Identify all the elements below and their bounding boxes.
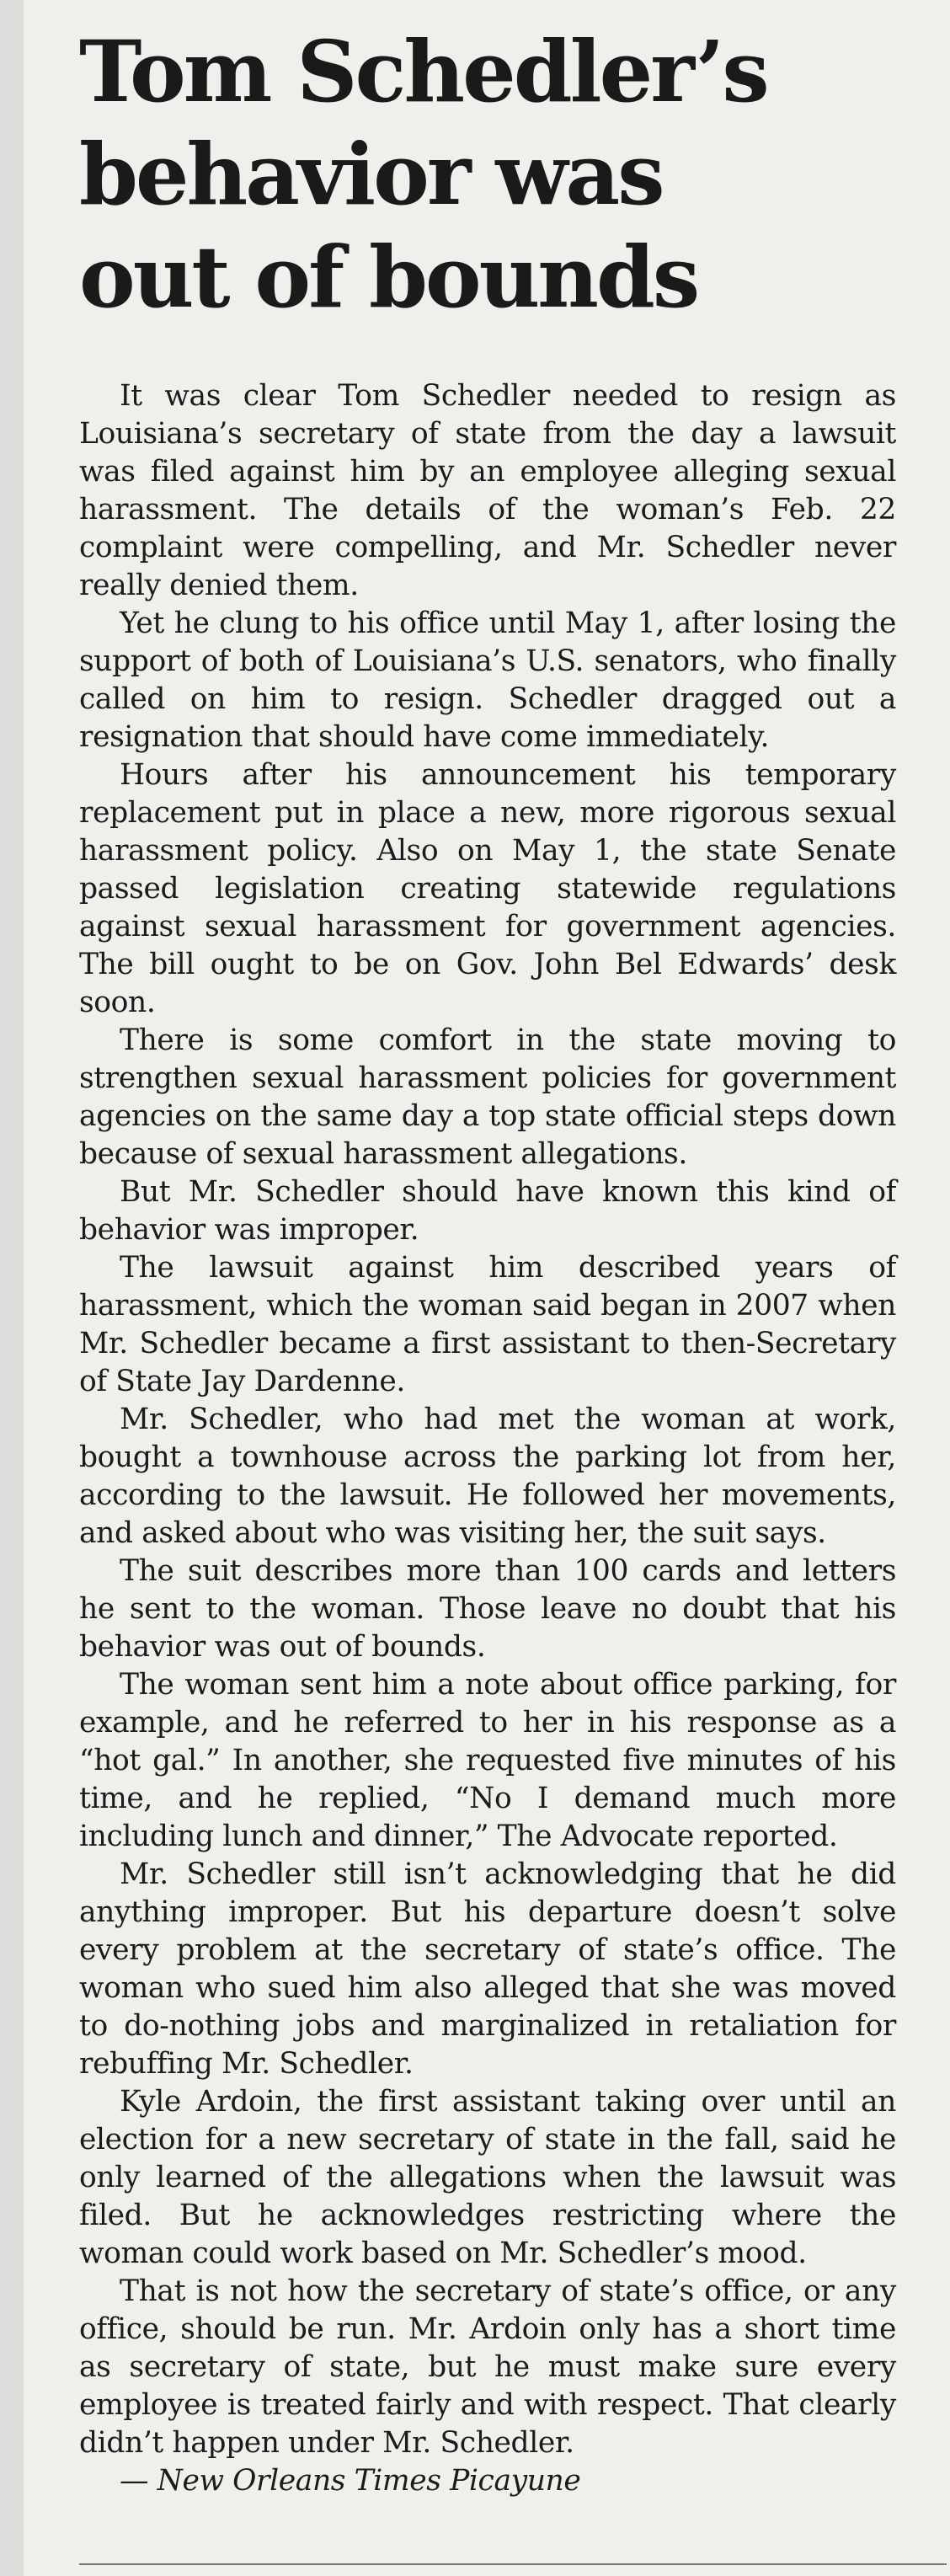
headline bbox=[79, 20, 921, 329]
source-credit: — New Orleans Times Picayune bbox=[120, 2464, 581, 2498]
headline-line: out of bounds bbox=[79, 227, 698, 327]
paragraph: Kyle Ardoin, the first assistant taking over until an election for a new secretary of state in the fall, said he only learned of the allegations when the lawsuit was filed. But he acknowledges restricting where the woman could work based on Mr. Schedler’s mood. bbox=[79, 2085, 896, 2270]
paragraph: The woman sent him a note about office parking, for example, and he referred to her in his response as a “hot gal.” In another, she requested five minutes of his time, and he replied, “No I demand much more including lunch and dinner,” The Advocate reported. bbox=[79, 1668, 896, 1853]
paragraph: Hours after his announcement his temporary replacement put in place a new, more rigorous sexual harassment policy. Also on May 1, the state Senate passed legislation creating statewide regulations against sexual harassment for government agencies. The bill ought to be on Gov. John Bel Edwards’ desk soon. bbox=[79, 758, 896, 1019]
article-body bbox=[79, 377, 896, 2500]
paragraph: Yet he clung to his office until May 1, after losing the support of both of Louisiana’s U.S. senators, who finally called on him to resign. Schedler dragged out a resignation that should have come immediately. bbox=[79, 607, 896, 754]
paragraph: But Mr. Schedler should have known this kind of behavior was improper. bbox=[79, 1175, 896, 1247]
paragraph: It was clear Tom Schedler needed to resign as Louisiana’s secretary of state from the day a lawsuit was filed against him by an employee alleging sexual harassment. The details of the woman’s Feb. 22 complaint were compelling, and Mr. Schedler never really denied them. bbox=[79, 379, 896, 602]
paragraph: Mr. Schedler, who had met the woman at work, bought a townhouse across the parking lot from her, according to the lawsuit. He followed her movements, and asked about who was visiting her, the suit says. bbox=[79, 1403, 896, 1550]
bottom-divider bbox=[79, 2563, 947, 2565]
paragraph: Mr. Schedler still isn’t acknowledging that he did anything improper. But his departure doesn’t solve every problem at the secretary of state’s office. The woman who sued him also alleged that she was moved to do-nothing jobs and marginalized in retaliation for rebuffing Mr. Schedler. bbox=[79, 1857, 896, 2081]
headline-line: Tom Schedler’s bbox=[79, 22, 767, 121]
headline-line: behavior was bbox=[79, 125, 663, 224]
paragraph: That is not how the secretary of state’s office, or any office, should be run. Mr. Ardoin only has a short time as secretary of state, but he must make sure every employee is treated fairly and with respect. That clearly didn’t happen under Mr. Schedler. bbox=[79, 2274, 896, 2460]
paragraph: The lawsuit against him described years of harassment, which the woman said began in 2007 when Mr. Schedler became a first assistant to then-Secretary of State Jay Dardenne. bbox=[79, 1251, 896, 1398]
paragraph: The suit describes more than 100 cards and letters he sent to the woman. Those leave no doubt that his behavior was out of bounds. bbox=[79, 1554, 896, 1664]
page-left-edge bbox=[0, 0, 24, 2576]
paragraph: There is some comfort in the state moving to strengthen sexual harassment policies for government agencies on the same day a top state official steps down because of sexual harassment allegations. bbox=[79, 1023, 896, 1171]
